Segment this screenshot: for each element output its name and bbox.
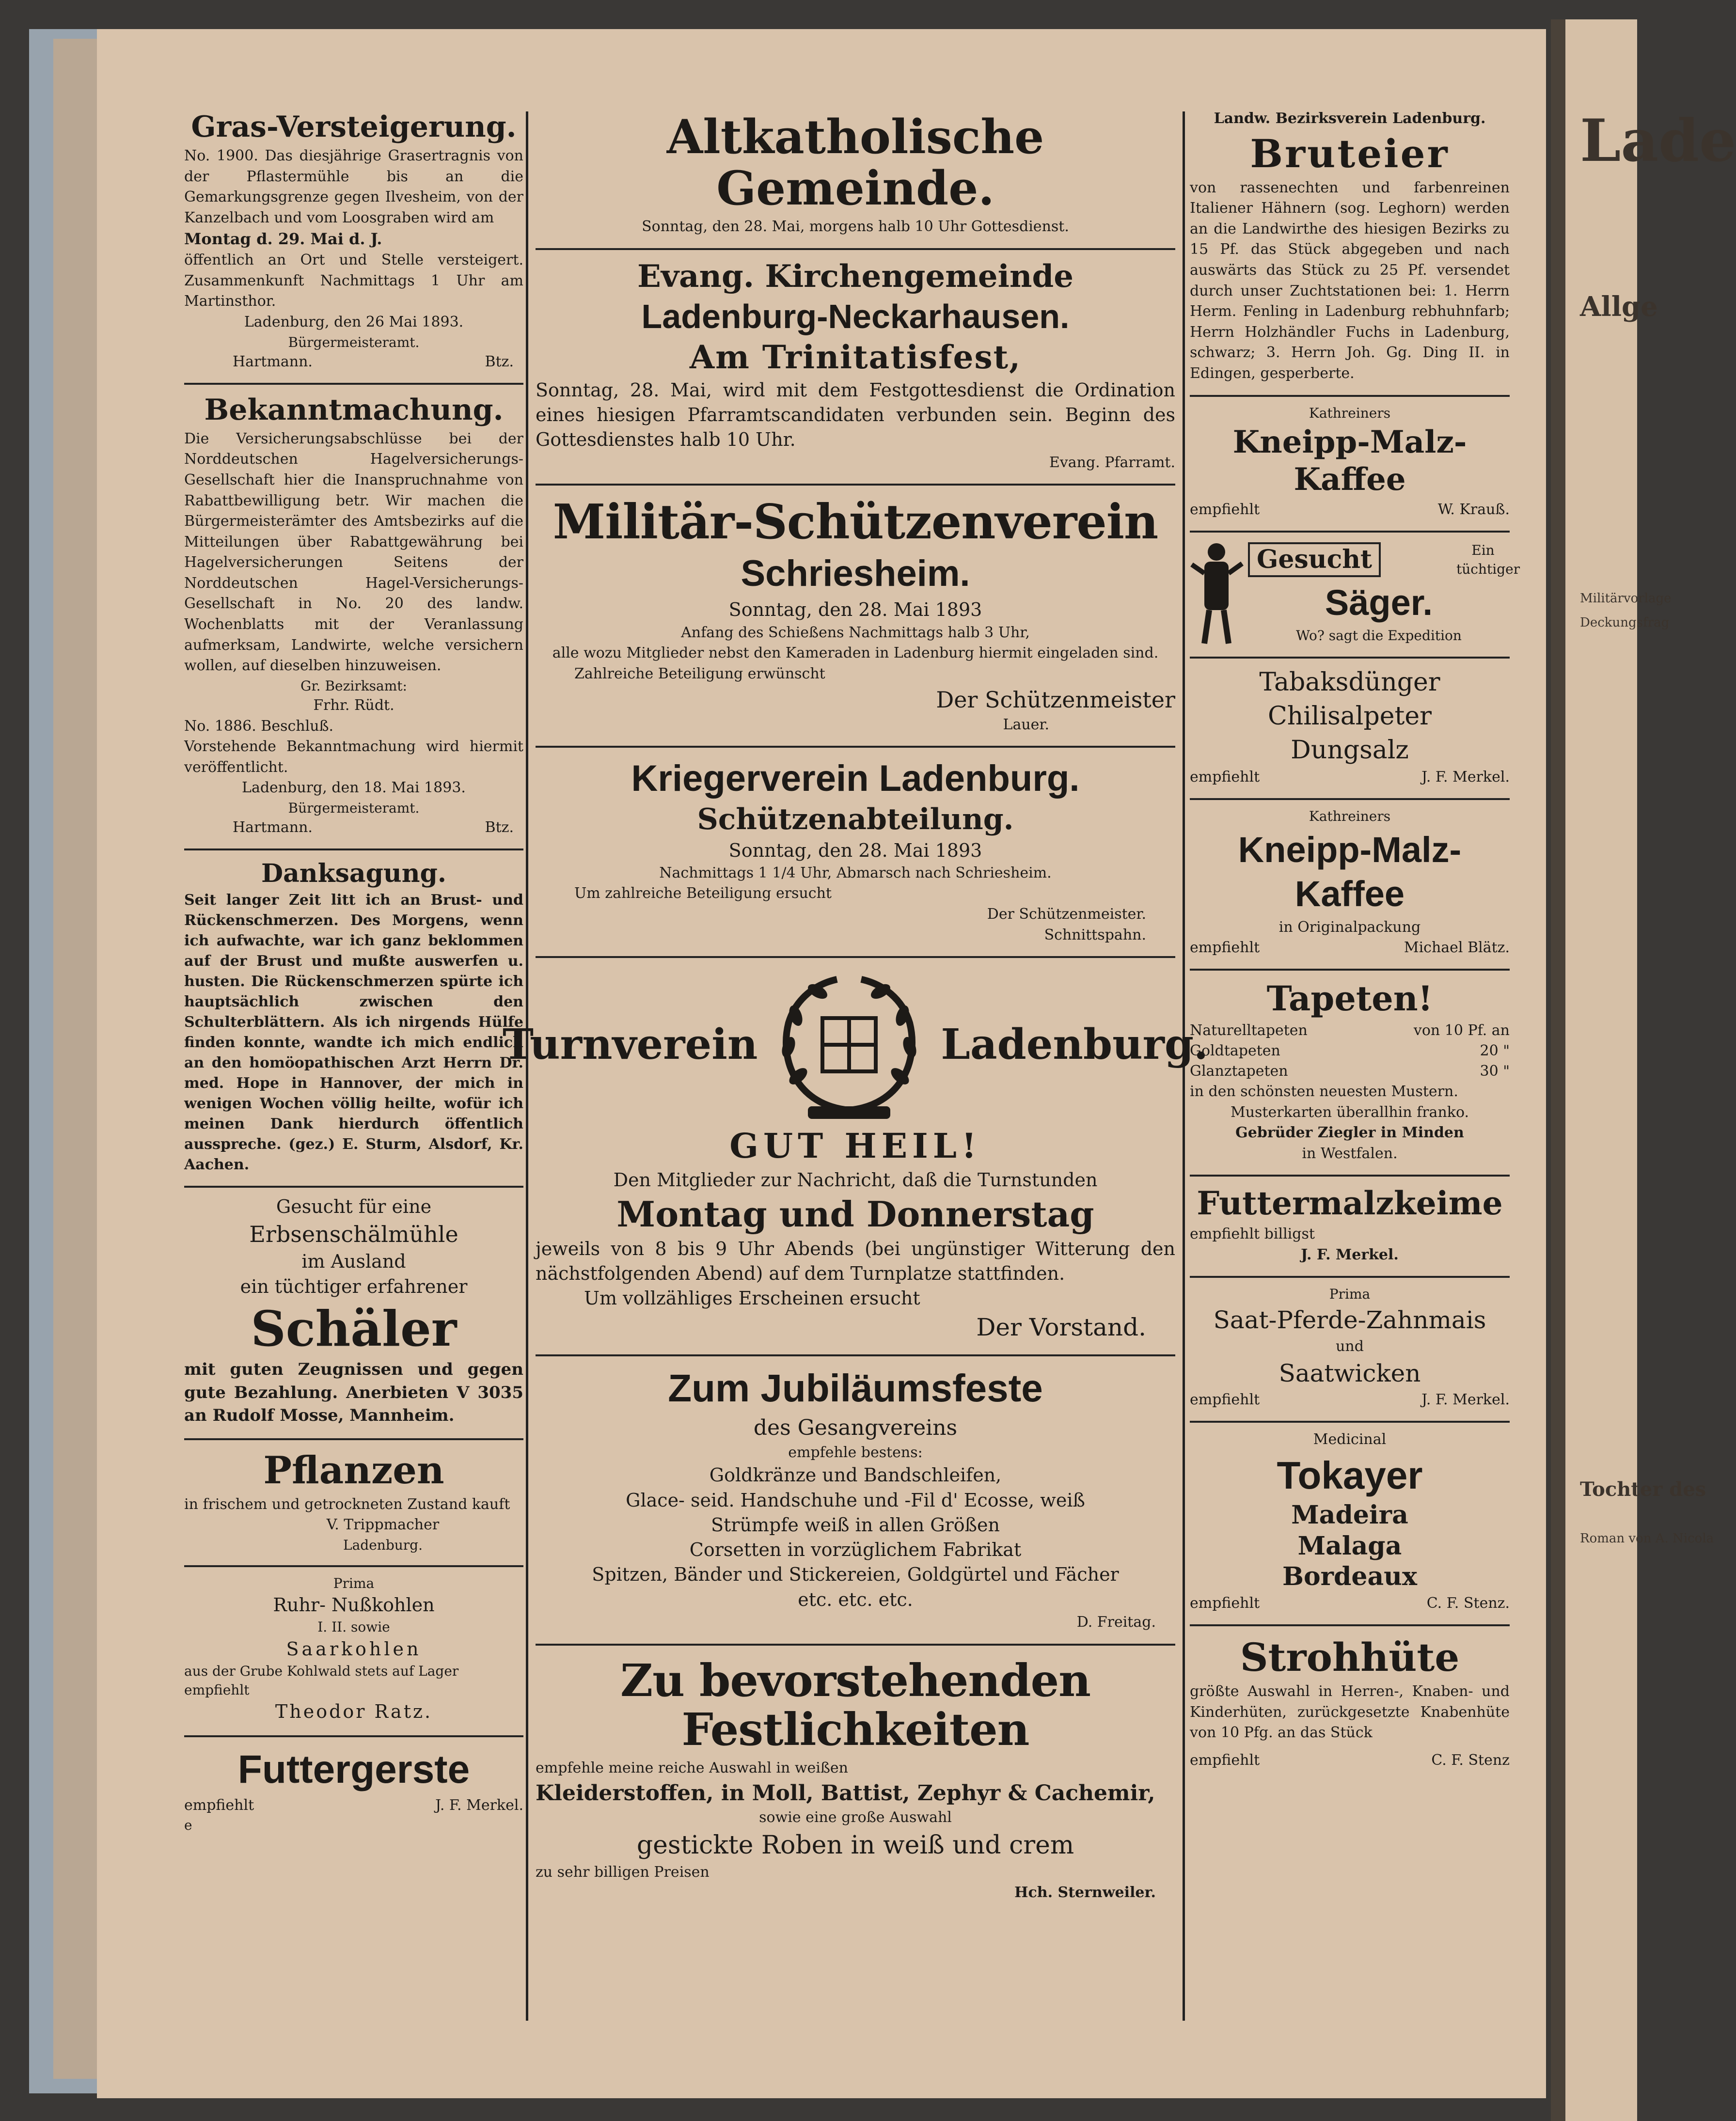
ad-signature: J. F. Merkel. <box>435 1796 523 1814</box>
ad-signature: Evang. Pfarramt. <box>1049 454 1175 471</box>
ad-signature: Theodor Ratz. <box>275 1701 433 1723</box>
ad-militaer-schuetzenverein <box>536 486 1175 748</box>
ad-line: Gebrüder Ziegler in Minden <box>1235 1124 1464 1142</box>
price-value: 20 " <box>1480 1042 1510 1059</box>
ad-kohlen <box>184 1567 523 1735</box>
ad-line: Kaffee <box>1294 873 1405 914</box>
ad-item: Strümpfe weiß in allen Größen <box>710 1514 1000 1536</box>
ad-title: Strohhüte <box>1240 1634 1460 1681</box>
ad-line: Tabaksdünger <box>1259 667 1440 697</box>
ad-authority: Gr. Bezirksamt: <box>300 677 407 694</box>
ad-line: alle wozu Mitglieder nebst den Kameraden in Ladenburg hiermit eingeladen sind. <box>552 644 1159 662</box>
ad-line: sowie eine große Auswahl <box>759 1808 952 1826</box>
ad-signature: W. Krauß. <box>1437 501 1510 518</box>
ad-line: Kathreiners <box>1309 405 1391 421</box>
ad-title: Kriegerverein Ladenburg. <box>631 758 1080 800</box>
price-item: Goldtapeten <box>1190 1042 1280 1059</box>
ad-line: empfehle meine reiche Auswahl in weißen <box>536 1759 848 1776</box>
ad-signature: Schnittspahn. <box>1044 926 1146 943</box>
price-item: Glanztapeten <box>1190 1062 1288 1080</box>
ad-date: Sonntag, den 28. Mai 1893 <box>728 599 982 621</box>
ad-item: etc. etc. etc. <box>798 1588 913 1610</box>
ad-line: in den schönsten neuesten Mustern. <box>1190 1083 1458 1100</box>
ad-line: gestickte Roben in weiß und crem <box>636 1830 1074 1860</box>
ad-item: Spitzen, Bänder und Stickereien, Goldgürtel und Fächer <box>592 1564 1119 1586</box>
ad-label: empfiehlt <box>1190 769 1260 786</box>
column-right <box>1190 102 1520 1781</box>
ad-signature: V. Trippmacher <box>326 1516 440 1534</box>
ad-label: empfiehlt <box>1190 1391 1260 1409</box>
adjacent-line: Roman von A. Nicola <box>1580 1531 1714 1546</box>
price-value: 30 " <box>1480 1062 1510 1080</box>
ad-futtermalzkeime <box>1190 1177 1510 1278</box>
ad-big-word: Schäler <box>251 1300 457 1357</box>
ad-line: Evang. Kirchengemeinde <box>637 258 1073 295</box>
ad-line: Kneipp-Malz- <box>1232 424 1467 460</box>
ad-office: Bürgermeisteramt. <box>288 800 420 817</box>
ad-item: Corsetten in vorzüglichem Fabrikat <box>689 1539 1022 1561</box>
adjacent-heading: Tochter des <box>1580 1478 1706 1501</box>
ad-signature: Ladenburg. <box>343 1537 423 1553</box>
ad-title-left: Turnverein <box>503 1020 758 1069</box>
ad-tokayer <box>1190 1423 1510 1626</box>
ad-signature: Hartmann. <box>233 353 313 370</box>
ad-line: Kaffee <box>1294 461 1406 498</box>
column-left <box>184 102 523 1845</box>
ad-title: Bekanntmachung. <box>204 393 504 427</box>
ad-jubilaeumsfeste <box>536 1356 1175 1645</box>
ad-slogan: GUT HEIL! <box>729 1126 981 1166</box>
ad-body: Sonntag, den 28. Mai, morgens halb 10 Uhr Gottesdienst. <box>642 218 1069 236</box>
ad-place-date: Ladenburg, den 26 Mai 1893. <box>244 313 464 330</box>
page-mark: e <box>184 1817 192 1833</box>
ad-danksagung <box>184 850 523 1188</box>
ad-label: empfiehlt billigst <box>1190 1225 1315 1243</box>
adjacent-subtitle: Allge <box>1580 291 1658 323</box>
ad-signature: J. F. Merkel. <box>1421 1391 1510 1409</box>
ad-kneipp-blaetz <box>1190 800 1510 971</box>
ad-big-word: Säger. <box>1325 582 1433 623</box>
ad-line: des Gesangvereins <box>753 1415 958 1441</box>
ad-festlichkeiten <box>536 1646 1175 1914</box>
ad-line: Kathreiners <box>1309 808 1391 825</box>
ad-signature: Btz. <box>485 819 514 836</box>
ad-line: Schützenabteilung. <box>697 802 1014 836</box>
ad-pflanzen <box>184 1440 523 1567</box>
ad-line: Ruhr- Nußkohlen <box>273 1594 435 1616</box>
ad-label: empfiehlt <box>1190 1595 1260 1612</box>
ad-line: Um vollzähliges Erscheinen ersucht <box>584 1288 920 1309</box>
ad-signature: Michael Blätz. <box>1404 939 1510 957</box>
ad-line: in Originalpackung <box>1278 918 1421 936</box>
ad-line: Den Mitglieder zur Nachricht, daß die Turnstunden <box>613 1169 1098 1191</box>
ad-line: Zahlreiche Beteiligung erwünscht <box>574 665 825 682</box>
ad-body: jeweils von 8 bis 9 Uhr Abends (bei ungünstiger Witterung den nächstfolgenden Abend) auf dem Turnplatze stattfinden. <box>536 1238 1175 1285</box>
price-item: Naturelltapeten <box>1190 1021 1308 1039</box>
ad-line: Wo? sagt die Expedition <box>1296 627 1462 644</box>
ad-tabaksduenger <box>1190 659 1510 801</box>
ad-body: Sonntag, 28. Mai, wird mit dem Festgottesdienst die Ordination eines hiesigen Pfarramtscandidaten verbunden sein. Beginn des Gottesdienstes halb 10 Uhr. <box>536 379 1175 451</box>
ad-signature: Btz. <box>485 353 514 370</box>
ad-line: Chilisalpeter <box>1267 702 1432 731</box>
ad-title: Futtergerste <box>237 1747 470 1791</box>
ad-title: Pflanzen <box>263 1448 444 1493</box>
ad-line: Kleiderstoffen, in Moll, Battist, Zephyr & Cachemir, <box>536 1780 1155 1806</box>
ad-line: Saarkohlen <box>286 1638 422 1660</box>
ad-bruteier <box>1190 102 1510 397</box>
ad-line: Anfang des Schießens Nachmittags halb 3 Uhr, <box>681 624 1030 641</box>
ad-line: Medicinal <box>1313 1431 1387 1448</box>
ad-body: öffentlich an Ort und Stelle versteigert. Zusammenkunft Nachmittags 1 Uhr am Martinsthor. <box>184 251 523 310</box>
ad-office: Bürgermeisteramt. <box>288 334 420 350</box>
ad-line: Malaga <box>1297 1531 1402 1561</box>
ad-kriegerverein <box>536 748 1175 958</box>
ad-line: Prima <box>1329 1286 1371 1303</box>
ad-label: empfiehlt <box>1190 1751 1260 1769</box>
ad-body: Seit langer Zeit litt ich an Brust- und Rückenschmerzen. Des Morgens, wenn ich aufwachte, war ich ganz beklommen auf der Brust und mußte auswerfen u. husten. Die Rückenschmerzen spürte ich hauptsächlich zwischen den Schulterblättern. Als ich nirgends Hülfe finden konnte, wandte ich mich endlich an den homöopathischen Arzt Herrn Dr. med. Hope in Hannover, der mich in wenigen Wochen völlig heilte, wofür ich meinen Dank hierdurch öffentlich ausspreche. (gez.) E. Sturm, Alsdorf, Kr. Aachen. <box>184 892 523 1173</box>
ad-body: in frischem und getrockneten Zustand kauft <box>184 1495 510 1513</box>
ad-item: Goldkränze und Bandschleifen, <box>709 1464 1002 1486</box>
adjacent-line: Militärvorlage <box>1580 591 1672 606</box>
ad-signature: Der Vorstand. <box>976 1313 1146 1341</box>
ad-line: Saat-Pferde-Zahnmais <box>1213 1305 1486 1334</box>
ad-line: Schriesheim. <box>741 553 970 595</box>
ad-line: Musterkarten überallhin franko. <box>1230 1103 1469 1121</box>
ad-place-date: Ladenburg, den 18. Mai 1893. <box>242 779 466 797</box>
ad-saeger <box>1190 533 1520 659</box>
ad-strohhuete <box>1190 1626 1510 1781</box>
ad-turnverein <box>503 958 1208 1356</box>
ad-date: Sonntag, den 28. Mai 1893 <box>728 839 982 861</box>
ad-title: Bruteier <box>1250 130 1450 176</box>
ad-line: Landw. Bezirksverein Ladenburg. <box>1214 110 1486 127</box>
ad-erbsenschaelmuehle <box>184 1188 523 1440</box>
ad-line: Gesucht für eine <box>276 1196 432 1217</box>
ad-title: Tokayer <box>1277 1453 1423 1497</box>
ad-body: Die Versicherungsabschlüsse bei der Norddeutschen Hagelversicherungs-Gesellschaft hier die Inanspruchnahme von Rabattbewilligung betr. Wir machen die Bürgermeisterämter des Amtsbezirks auf die Mitteilungen über Rabattgewährung bei Hagelversicherungen Seitens der Norddeutschen Hagel-Versicherungs-Gesellschaft in No. 20 des landw. Wochenblatts mit der Veranlassung aufmerksam, Landwirte, welche versichern wollen, auf dieselben hinzuweisen. <box>184 430 523 675</box>
adjacent-page <box>1551 19 1736 2121</box>
ad-line: in Westfalen. <box>1302 1145 1398 1162</box>
ad-evang-kirchengemeinde <box>536 250 1175 486</box>
ad-line: Erbsenschälmühle <box>249 1221 458 1248</box>
ad-body: No. 1900. Das diesjährige Grasertragnis von der Pflastermühle bis an die Gemarkungsgrenze gegen Ilvesheim, von der Kanzelbach und vom Loosgraben wird am <box>184 147 523 226</box>
ad-date: Montag d. 29. Mai d. J. <box>184 230 382 249</box>
ad-title: Tapeten! <box>1266 978 1433 1019</box>
ad-gras-versteigerung <box>184 102 523 385</box>
ad-label: empfiehlt <box>184 1796 254 1814</box>
ad-title: Altkatholische Gemeinde. <box>666 110 1044 216</box>
ad-line: I. II. sowie <box>317 1619 390 1635</box>
ad-body: von rassenechten und farbenreinen Italiener Hähnern (sog. Leghorn) werden an die Landwirthe des hiesigen Bezirks zu 15 Pf. das Stück abgegeben und nach auswärts das Stück zu 25 Pf. versendet durch unser Zuchtstationen bei: 1. Herrn Herm. Fenling in Ladenburg rebhuhnfarb; Herrn Holzhändler Fuchs in Ladenburg, schwarz; 3. Herrn Joh. Gg. Ding II. in Edingen, gesperberte. <box>1190 179 1510 382</box>
ad-bekanntmachung <box>184 385 523 850</box>
ad-body: mit guten Zeugnissen und gegen gute Bezahlung. Anerbieten V 3035 an Rudolf Mosse, Mannheim. <box>184 1359 523 1426</box>
ad-line: Madeira <box>1291 1500 1408 1530</box>
ad-line: im Ausland <box>301 1251 406 1273</box>
ad-body: aus der Grube Kohlwald stets auf Lager empfiehlt <box>184 1663 459 1698</box>
ad-line: Montag und Donnerstag <box>616 1194 1094 1235</box>
ad-line: Ladenburg-Neckarhausen. <box>641 298 1070 336</box>
ad-signature: Lauer. <box>1003 716 1049 733</box>
page-spine <box>1551 19 1565 2121</box>
ad-line: Prima <box>333 1575 375 1591</box>
ad-line: zu sehr billigen Preisen <box>536 1863 710 1881</box>
ad-line: Um zahlreiche Beteiligung ersucht <box>574 885 832 902</box>
ad-signature: D. Freitag. <box>1076 1614 1156 1631</box>
ad-line: Dungsalz <box>1291 736 1409 765</box>
banner-text: Gesucht <box>1248 542 1381 577</box>
ad-line: Saatwicken <box>1278 1359 1421 1387</box>
ad-line: empfehle bestens: <box>788 1444 923 1461</box>
ad-line: und <box>1336 1338 1364 1355</box>
ad-signature: Der Schützenmeister <box>936 686 1175 713</box>
ad-line: Am Trinitatisfest, <box>689 338 1022 376</box>
ad-zahnmais <box>1190 1278 1510 1423</box>
ad-title: Gras-Versteigerung. <box>191 110 517 144</box>
ad-line: Ein tüchtiger <box>1456 542 1520 577</box>
town-crier-figure-icon <box>1190 539 1243 646</box>
ad-title: Militär-Schützenverein <box>552 494 1158 550</box>
adjacent-masthead: Lade <box>1580 107 1736 175</box>
ad-signature: Hartmann. <box>233 819 313 836</box>
ad-signature: C. F. Stenz. <box>1426 1595 1510 1612</box>
ad-label: empfiehlt <box>1190 939 1260 957</box>
ad-line: ein tüchtiger erfahrener <box>240 1275 468 1297</box>
ad-item: Glace- seid. Handschuhe und -Fil d' Ecosse, weiß <box>626 1489 1085 1511</box>
ad-line: Bordeaux <box>1282 1562 1417 1592</box>
ad-signature: J. F. Merkel. <box>1421 769 1510 786</box>
ad-number: No. 1886. Beschluß. <box>184 717 334 735</box>
ad-line: Kneipp-Malz- <box>1238 829 1462 870</box>
adjacent-line: Deckungsfrag <box>1580 615 1670 630</box>
ad-signature: Hch. Sternweiler. <box>1014 1884 1156 1901</box>
ad-line: Nachmittags 1 1/4 Uhr, Abmarsch nach Schriesheim. <box>659 864 1052 881</box>
ad-signature: C. F. Stenz <box>1431 1751 1510 1769</box>
ad-signer: Frhr. Rüdt. <box>313 697 395 714</box>
ad-kneipp-krauss <box>1190 397 1510 533</box>
ad-title-right: Ladenburg. <box>941 1020 1208 1069</box>
ad-tapeten <box>1190 971 1510 1177</box>
ad-title: Futtermalzkeime <box>1197 1184 1503 1223</box>
ad-body: größte Auswahl in Herren-, Knaben- und Kinderhüten, zurückgesetzte Knabenhüte von 10 Pfg. an das Stück <box>1190 1683 1510 1742</box>
ad-signature: J. F. Merkel. <box>1301 1246 1399 1263</box>
price-value: von 10 Pf. an <box>1413 1021 1510 1039</box>
ad-futtergerste <box>184 1735 523 1845</box>
column-center <box>503 102 1208 1914</box>
ad-label: empfiehlt <box>1190 501 1260 518</box>
ad-title: Zum Jubiläumsfeste <box>668 1367 1043 1410</box>
ad-title: Danksagung. <box>261 859 447 889</box>
ad-signature: Der Schützenmeister. <box>987 906 1146 923</box>
ad-title: Zu bevorstehenden Festlichkeiten <box>620 1654 1091 1756</box>
wreath-emblem-icon <box>769 965 929 1125</box>
ad-body: Vorstehende Bekanntmachung wird hiermit veröffentlicht. <box>184 738 523 776</box>
ad-altkatholische-gemeinde <box>536 102 1175 250</box>
